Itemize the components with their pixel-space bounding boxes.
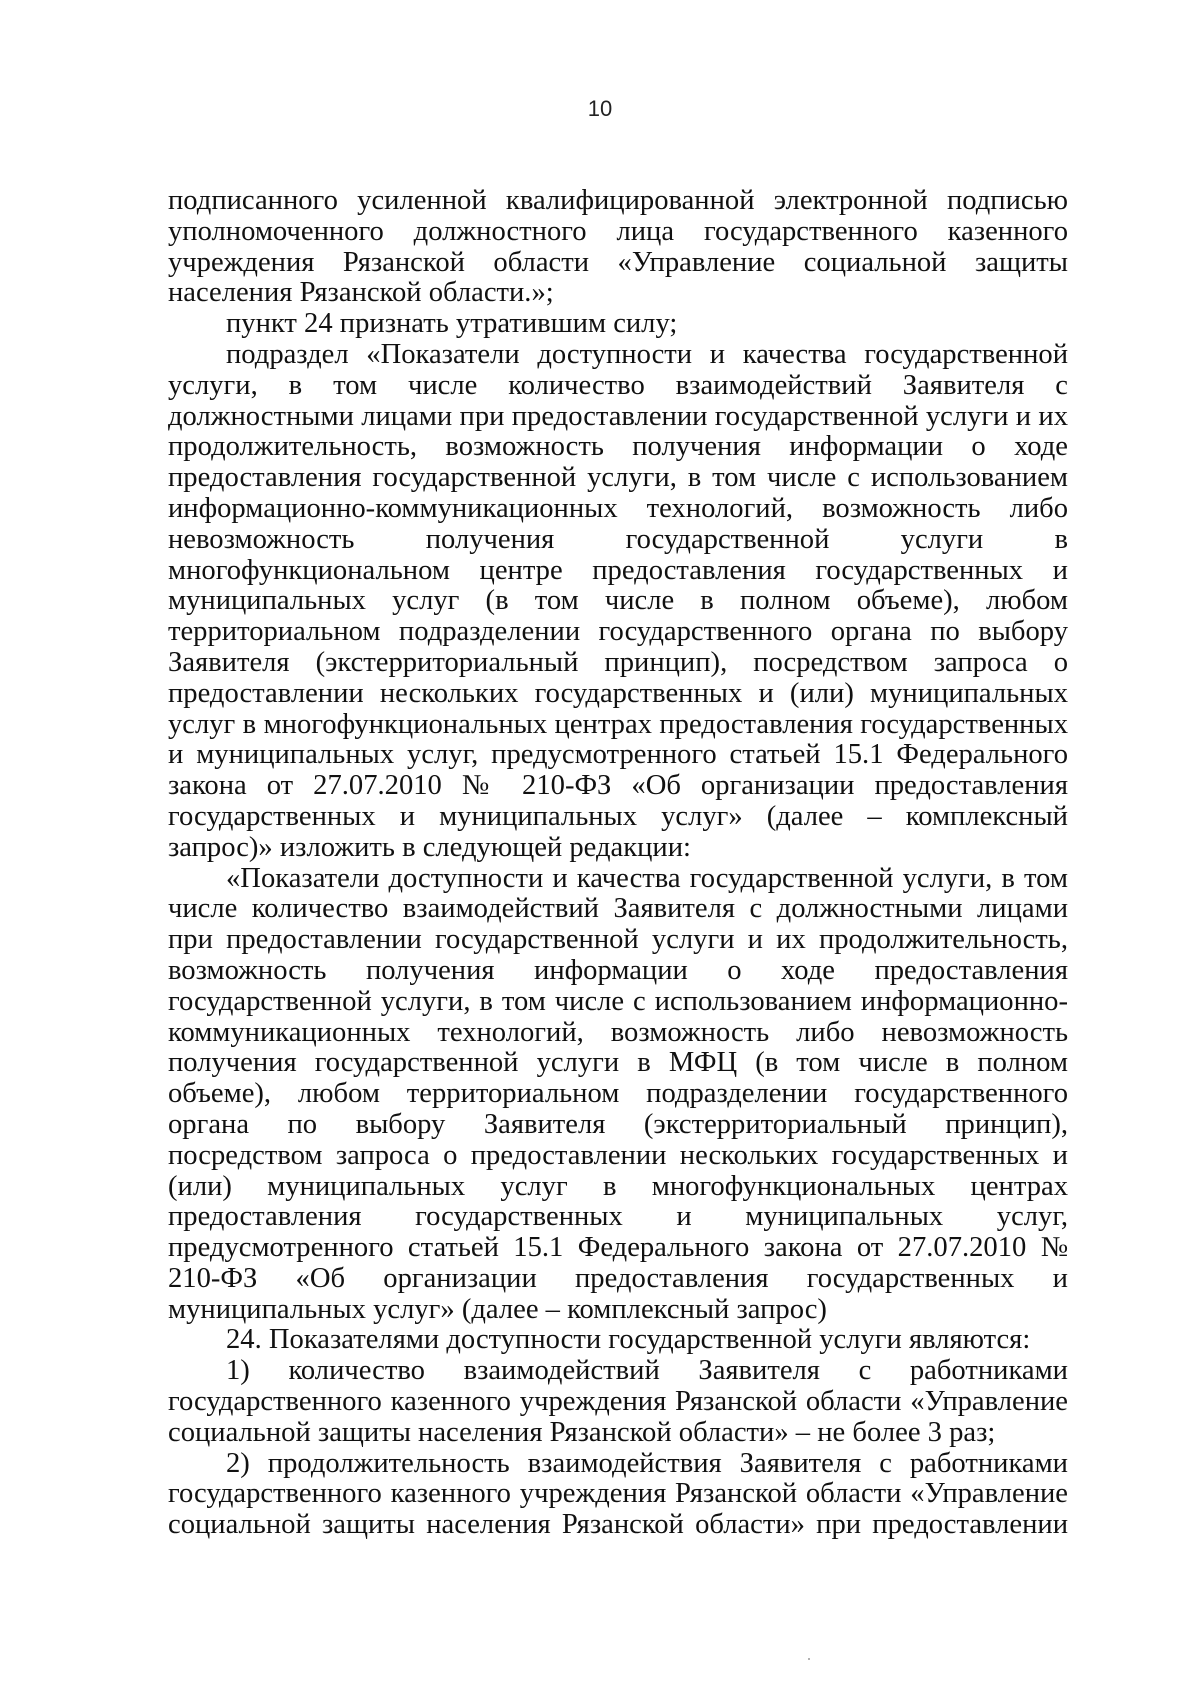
paragraph-item-24-heading: 24. Показателями доступности государственной услуги являются: <box>226 1324 1031 1356</box>
paragraph-list-item-1: 1) количество взаимодействий Заявителя с работниками государственного казенного учреждения Рязанской области «Управление социальной защиты населения Рязанской области» – не более 3 раз; <box>168 1355 1068 1448</box>
paragraph-item-24-repeal: пункт 24 признать утратившим силу; <box>226 308 678 340</box>
document-body <box>168 186 1068 1541</box>
paragraph-new-subsection-title: «Показатели доступности и качества государственной услуги, в том числе количество взаимодействий Заявителя с должностными лицами при предоставлении государственной услуги и их продолжительность, возможность получения информации о ходе предоставления государственной услуги, в том числе с использованием информационно-коммуникационных технологий, возможность либо невозможность получения государственной услуги в МФЦ (в том числе в полном объеме), любом территориальном подразделении государственного органа по выбору Заявителя (экстерриториальный принцип), посредством запроса о предоставлении нескольких государственных и (или) муниципальных услуг в многофункциональных центрах предоставления государственных и муниципальных услуг, предусмотренного статьей 15.1 Федерального закона от 27.07.2010 № 210-ФЗ «Об организации предоставления государственных и муниципальных услуг» (далее – комплексный запрос) <box>168 862 1068 1325</box>
page-number: 10 <box>587 96 613 121</box>
scan-artifact-dot <box>808 1658 810 1660</box>
paragraph-subsection-amendment: подраздел «Показатели доступности и качества государственной услуги, в том числе количество взаимодействий Заявителя с должностными лицами при предоставлении государственной услуги и их продолжительность, возможность получения информации о ходе предоставления государственной услуги, в том числе с использованием информационно-коммуникационных технологий, возможность либо невозможность получения государственной услуги в многофункциональном центре предоставления государственных и муниципальных услуг (в том числе в полном объеме), любом территориальном подразделении государственного органа по выбору Заявителя (экстерриториальный принцип), посредством запроса о предоставлении нескольких государственных и (или) муниципальных услуг в многофункциональных центрах предоставления государственных и муниципальных услуг, предусмотренного статьей 15.1 Федерального закона от 27.07.2010 № 210-ФЗ «Об организации предоставления государственных и муниципальных услуг» (далее – комплексный запрос)» изложить в следующей редакции: <box>168 338 1068 863</box>
paragraph-signature-continuation: подписанного усиленной квалифицированной электронной подписью уполномоченного должностного лица государственного казенного учреждения Рязанской области «Управление социальной защиты населения Рязанской области.»; <box>168 185 1068 309</box>
paragraph-list-item-2: 2) продолжительность взаимодействия Заявителя с работниками государственного казенного учреждения Рязанской области «Управление социальной защиты населения Рязанской области» при предоставлении <box>168 1447 1068 1541</box>
